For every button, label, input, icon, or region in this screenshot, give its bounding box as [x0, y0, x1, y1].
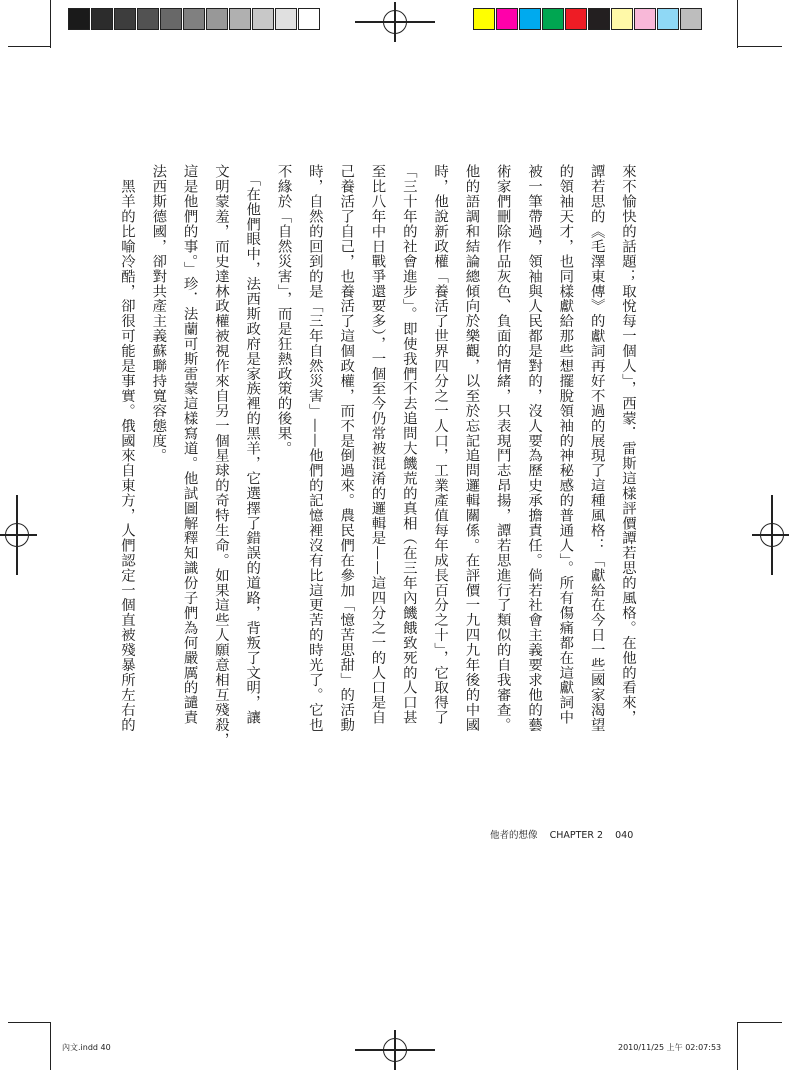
- text-column: 黑羊的比喻冷酷，卻很可能是事實。俄國來自東方，人們認定一個直被殘暴所左右的: [119, 164, 135, 733]
- slug-file-name: 內文.indd 40: [62, 1043, 111, 1052]
- color-swatch: [542, 8, 564, 30]
- text-column: 至比八年中日戰爭還要多），一個至今仍常被混淆的邏輯是——這四分之一的人口是自: [369, 164, 386, 725]
- color-swatch: [137, 8, 159, 30]
- registration-mark-left: [0, 515, 37, 555]
- color-swatch: [657, 8, 679, 30]
- slug-timestamp: 2010/11/25 上午 02:07:53: [618, 1043, 722, 1052]
- color-swatch: [252, 8, 274, 30]
- text-column: 不緣於「自然災害」，而是狂熱政策的後果。: [275, 164, 292, 456]
- text-column: 己養活了自己，也養活了這個政權，而不是倒過來。農民們在參加「憶苦思甜」的活動: [338, 164, 355, 733]
- color-swatch: [229, 8, 251, 30]
- color-swatch: [91, 8, 113, 30]
- color-swatch: [473, 8, 495, 30]
- color-swatch: [519, 8, 541, 30]
- registration-mark-bottom: [375, 1030, 415, 1070]
- text-column: 的領袖天才，也同樣獻給那些想擺脫領袖的神秘感的普通人」。所有傷痛都在這獻詞中: [557, 164, 574, 725]
- text-column: 文明蒙羞，而史達林政權被視作來自另一個星球的奇特生命。如果這些人願意相互殘殺，: [212, 164, 229, 748]
- text-column: 術家們刪除作品灰色、負面的情緒，只表現鬥志昂揚，譚若思進行了類似的自我審查。: [494, 164, 511, 733]
- page-number: 040: [615, 830, 634, 841]
- color-swatch: [183, 8, 205, 30]
- text-column: 被一筆帶過，領袖與人民都是對的，沒人要為歷史承擔責任。倘若社會主義要求他的藝: [526, 164, 543, 733]
- text-column: 時，自然的回到的是「三年自然災害」——他們的記憶裡沒有比這更苦的時光了。它也: [306, 164, 323, 733]
- text-column: 他的語調和結論總傾向於樂觀，以至於忘記追問邏輯關係。在評價一九四九年後的中國: [463, 164, 480, 733]
- color-swatch: [160, 8, 182, 30]
- text-column: 這是他們的事。」珍．法蘭可斯雷蒙這樣寫道。他試圖解釋知識份子們為何嚴厲的譴責: [181, 164, 198, 725]
- registration-mark-right: [752, 515, 789, 555]
- color-swatch: [496, 8, 518, 30]
- color-swatch: [588, 8, 610, 30]
- text-column: 「三十年的社會進步」。即使我們不去追問大饑荒的真相（在三年內饑餓致死的人口甚: [400, 164, 417, 725]
- running-footer: [490, 827, 633, 841]
- color-swatch: [114, 8, 136, 30]
- chapter-label: CHAPTER 2: [549, 830, 604, 841]
- color-swatch: [634, 8, 656, 30]
- registration-mark-top: [375, 2, 415, 42]
- color-swatch: [680, 8, 702, 30]
- book-title: 他者的想像: [490, 830, 538, 841]
- color-swatch: [565, 8, 587, 30]
- text-column: 時，他說新政權「養活了世界四分之一人口，工業產值每年成長百分之十」，它取得了: [432, 164, 449, 725]
- color-swatch: [68, 8, 90, 30]
- color-swatch: [275, 8, 297, 30]
- text-column: 法西斯德國，卻對共產主義蘇聯持寬容態度。: [150, 164, 167, 463]
- text-column: 譚若思的《毛澤東傳》的獻詞再好不過的展現了這種風格：「獻給在今日一些國家渴望: [588, 164, 605, 733]
- text-column: 「在他們眼中，法西斯政府是家族裡的黑羊，它選擇了錯誤的道路，背叛了文明，讓: [244, 164, 261, 725]
- vertical-body-text: [112, 164, 642, 748]
- color-swatch: [206, 8, 228, 30]
- color-swatch: [298, 8, 320, 30]
- color-swatch: [611, 8, 633, 30]
- text-column: 來不愉快的話題；取悅每一個人」，西蒙．雷斯這樣評價譚若思的風格。在他的看來，: [620, 164, 636, 725]
